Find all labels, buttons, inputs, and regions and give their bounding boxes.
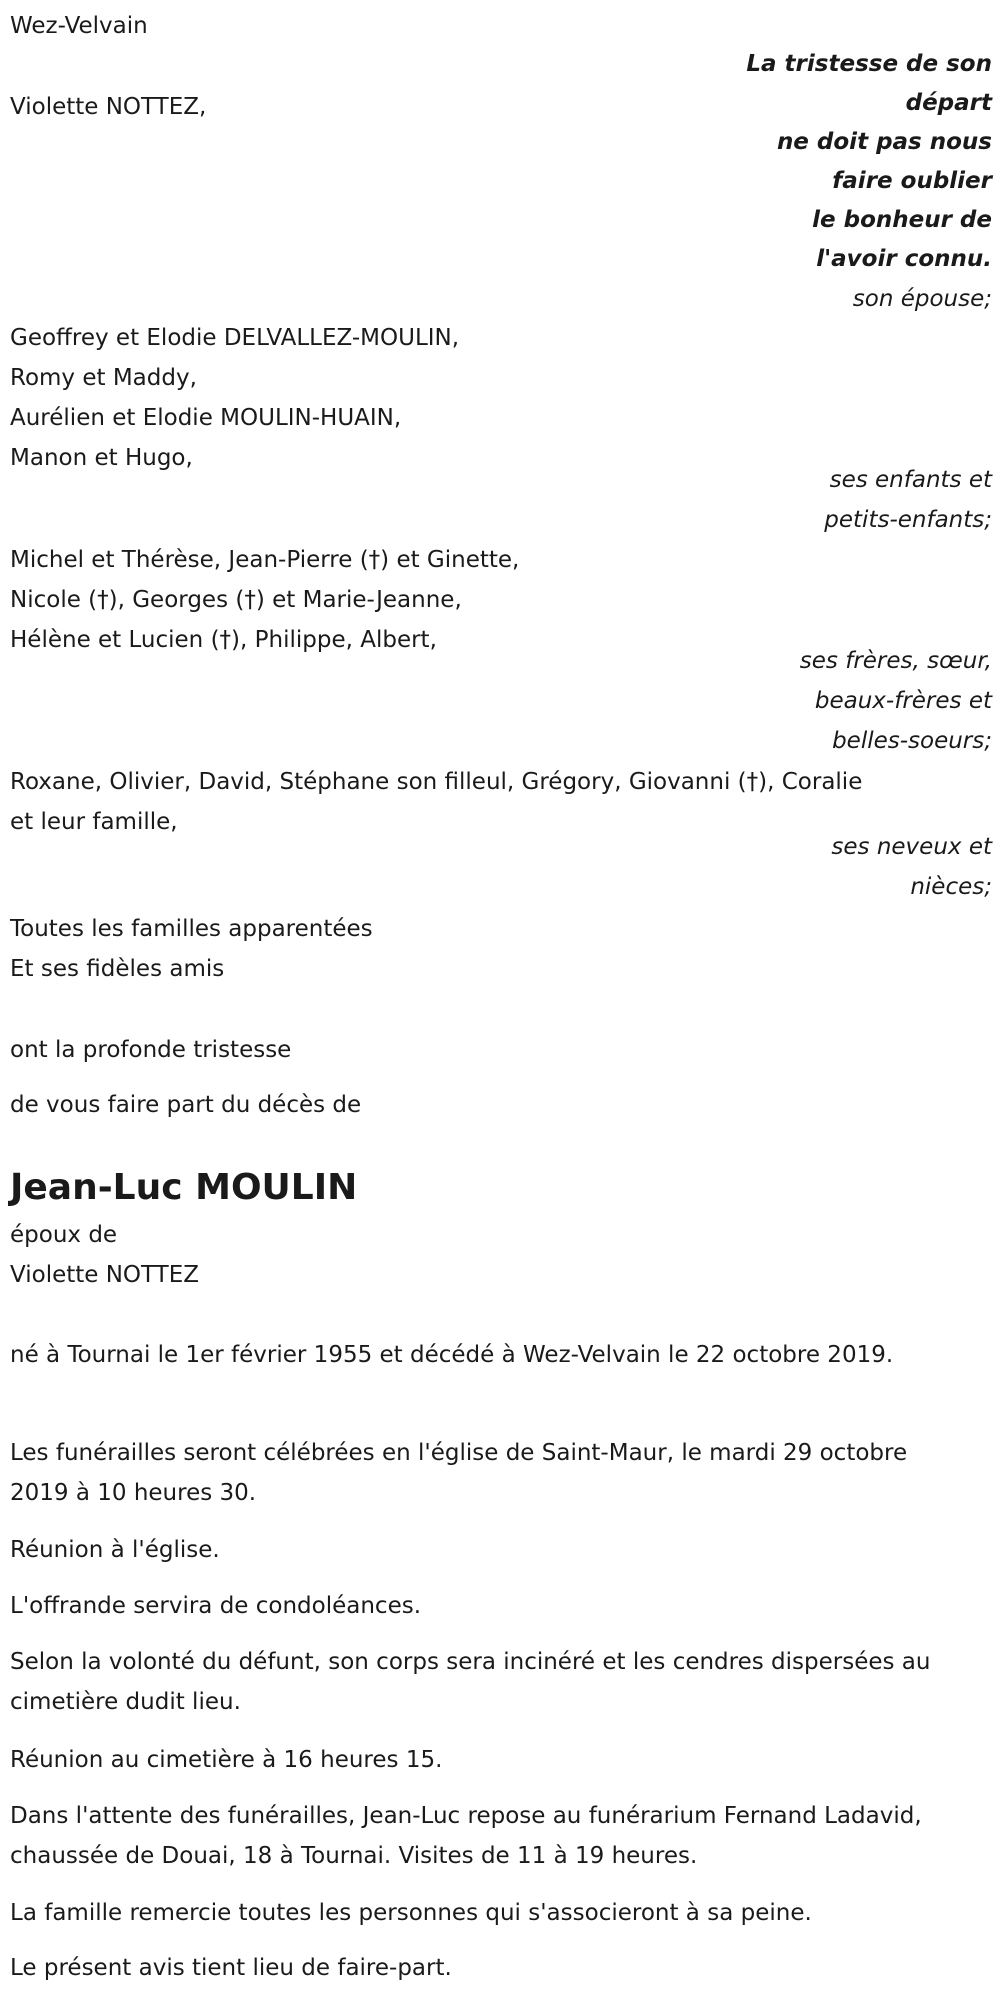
announcement-line: de vous faire part du décès de bbox=[10, 1092, 362, 1118]
quote-line: le bonheur de bbox=[812, 207, 992, 233]
deceased-name: Jean-Luc MOULIN bbox=[10, 1167, 358, 1208]
funeral-text: Les funérailles seront célébrées en l'église de Saint-Maur, le mardi 29 octobre 2019 à 10 heures 30. bbox=[10, 1440, 908, 1506]
list-item: Roxane, Olivier, David, Stéphane son filleul, Grégory, Giovanni (†), Coralie bbox=[10, 769, 863, 795]
quote-line: départ bbox=[905, 90, 992, 116]
birth-death-text: né à Tournai le 1er février 1955 et décédé à Wez-Velvain le 22 octobre 2019. bbox=[10, 1342, 894, 1368]
siblings-role bbox=[592, 641, 992, 761]
cremation-text: Selon la volonté du défunt, son corps sera incinéré et les cendres dispersées au cimetière dudit lieu. bbox=[10, 1649, 931, 1715]
quote-line: La tristesse de son bbox=[746, 51, 992, 77]
list-item: et leur famille, bbox=[10, 809, 178, 835]
spouse-name: Violette NOTTEZ, bbox=[10, 94, 207, 120]
quote-line: l'avoir connu. bbox=[816, 246, 992, 272]
quote-line: ne doit pas nous bbox=[776, 129, 992, 155]
nephews-role bbox=[592, 827, 992, 907]
siblings-list bbox=[10, 540, 519, 660]
role-line: nièces; bbox=[910, 874, 992, 900]
role-line: ses frères, sœur, bbox=[799, 648, 992, 674]
list-item: Nicole (†), Georges (†) et Marie-Jeanne, bbox=[10, 587, 462, 613]
location-label: Wez-Velvain bbox=[10, 13, 148, 39]
spouse-role: son épouse; bbox=[852, 286, 992, 312]
list-item: Geoffrey et Elodie DELVALLEZ-MOULIN, bbox=[10, 325, 460, 351]
visitation-text: Dans l'attente des funérailles, Jean-Luc repose au funérarium Fernand Ladavid, chaussée de Douai, 18 à Tournai. Visites de 11 à 19 heures. bbox=[10, 1803, 922, 1869]
spouse-label: époux de bbox=[10, 1222, 118, 1248]
offering-text: L'offrande servira de condoléances. bbox=[10, 1593, 422, 1619]
announcement-line: ont la profonde tristesse bbox=[10, 1037, 292, 1063]
meeting-cemetery-text: Réunion au cimetière à 16 heures 15. bbox=[10, 1747, 443, 1773]
family-line: Toutes les familles apparentées bbox=[10, 916, 373, 942]
role-line: belles-soeurs; bbox=[832, 728, 992, 754]
list-item: Manon et Hugo, bbox=[10, 445, 193, 471]
quote-block bbox=[592, 45, 992, 319]
list-item: Hélène et Lucien (†), Philippe, Albert, bbox=[10, 627, 437, 653]
role-line: beaux-frères et bbox=[814, 688, 992, 714]
children-role bbox=[592, 460, 992, 540]
thanks-text: La famille remercie toutes les personnes qui s'associeront à sa peine. bbox=[10, 1900, 812, 1926]
deceased-spouse-name: Violette NOTTEZ bbox=[10, 1262, 200, 1288]
list-item: Aurélien et Elodie MOULIN-HUAIN, bbox=[10, 405, 402, 431]
quote-line: faire oublier bbox=[832, 168, 992, 194]
friends-line: Et ses fidèles amis bbox=[10, 956, 225, 982]
children-list bbox=[10, 318, 459, 478]
list-item: Romy et Maddy, bbox=[10, 365, 197, 391]
notice-text: Le présent avis tient lieu de faire-part. bbox=[10, 1955, 452, 1981]
list-item: Michel et Thérèse, Jean-Pierre (†) et Ginette, bbox=[10, 547, 520, 573]
role-line: petits-enfants; bbox=[824, 507, 992, 533]
meeting-church-text: Réunion à l'église. bbox=[10, 1537, 220, 1563]
family-friends bbox=[10, 909, 373, 989]
role-line: ses neveux et bbox=[831, 834, 992, 860]
role-line: ses enfants et bbox=[829, 467, 992, 493]
